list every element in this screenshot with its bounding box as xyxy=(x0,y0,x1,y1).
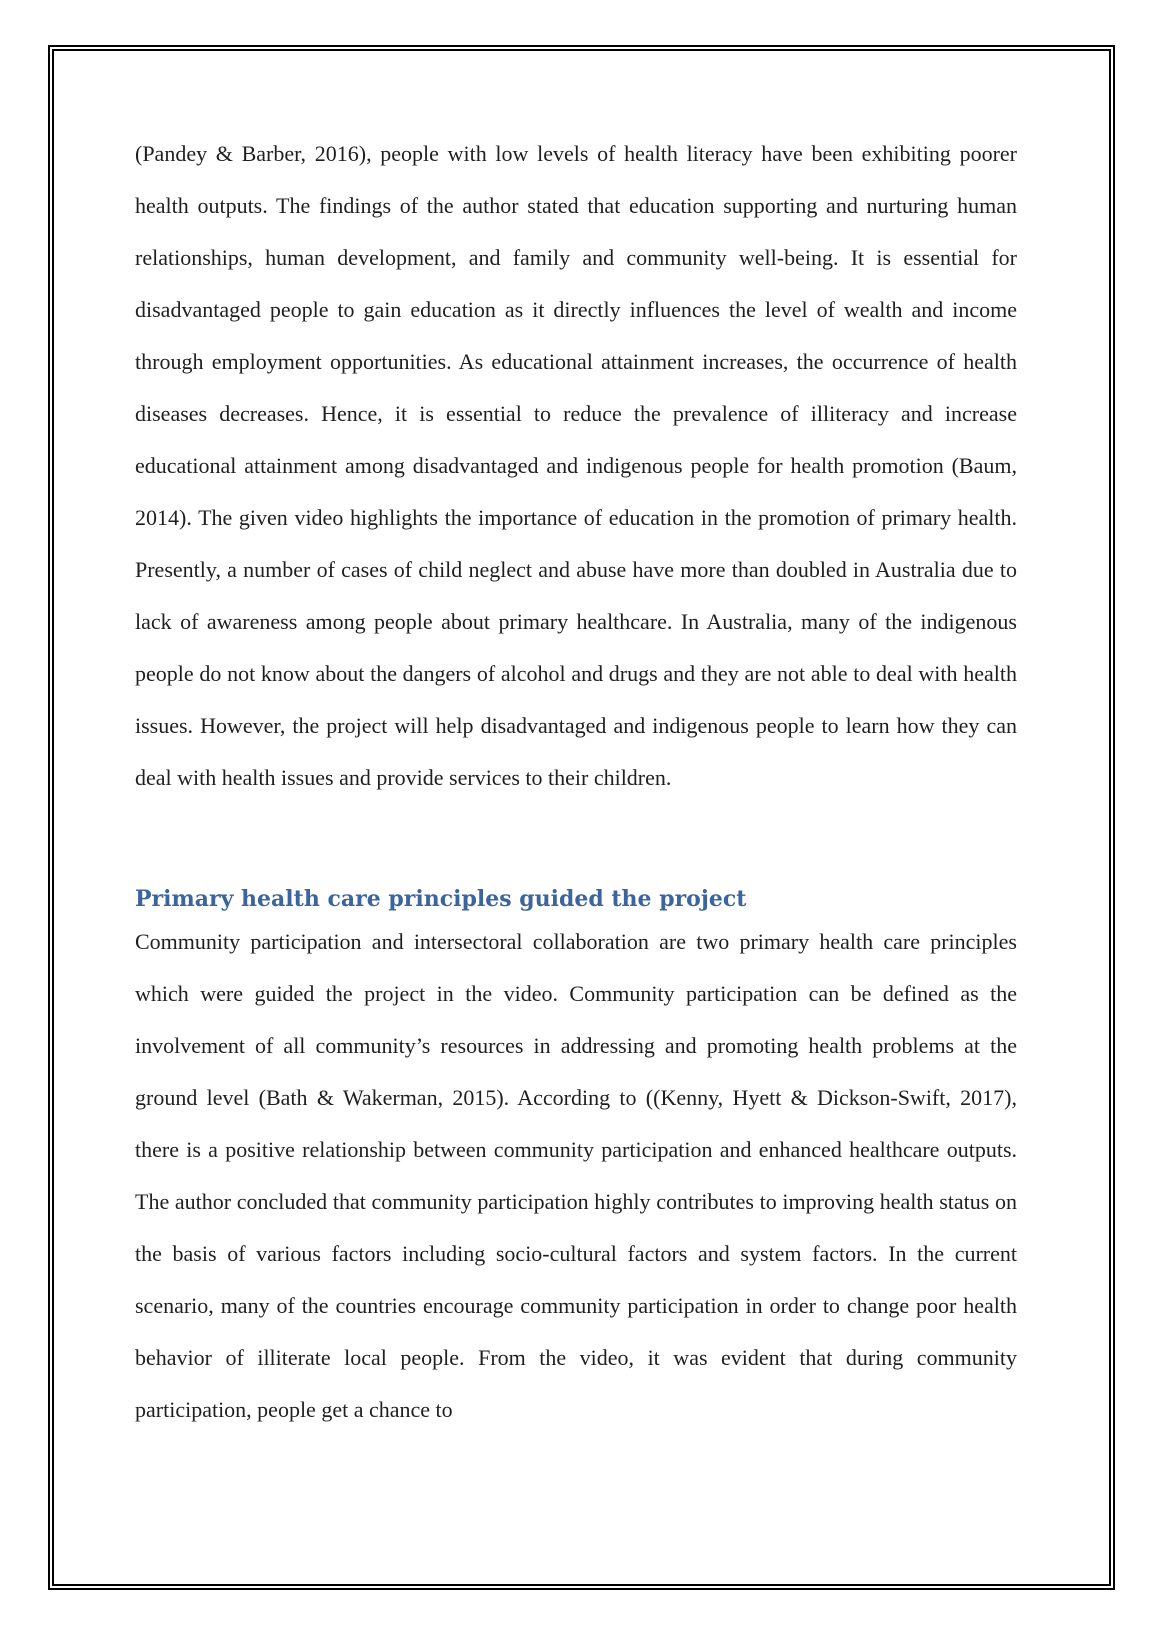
body-paragraph-2: Community participation and intersectoral collaboration are two primary health care principles which were guided the project in the video. Community participation can be defined as the involvement of all community’s resources in addressing and promoting health problems at the ground level (Bath & Wakerman, 2015). According to ((Kenny, Hyett & Dickson-Swift, 2017), there is a positive relationship between community participation and enhanced healthcare outputs. The author concluded that community participation highly contributes to improving health status on the basis of various factors including socio-cultural factors and system factors. In the current scenario, many of the countries encourage community participation in order to change poor health behavior of illiterate local people. From the video, it was evident that during community participation, people get a chance to xyxy=(135,929,1017,1422)
document-body xyxy=(135,0,1017,1436)
body-paragraph-1: (Pandey & Barber, 2016), people with low levels of health literacy have been exhibiting poorer health outputs. The findings of the author stated that education supporting and nurturing human relationships, human development, and family and community well-being. It is essential for disadvantaged people to gain education as it directly influences the level of wealth and income through employment opportunities. As educational attainment increases, the occurrence of health diseases decreases. Hence, it is essential to reduce the prevalence of illiteracy and increase educational attainment among disadvantaged and indigenous people for health promotion (Baum, 2014). The given video highlights the importance of education in the promotion of primary health. Presently, a number of cases of child neglect and abuse have more than doubled in Australia due to lack of awareness among people about primary healthcare. In Australia, many of the indigenous people do not know about the dangers of alcohol and drugs and they are not able to deal with health issues. However, the project will help disadvantaged and indigenous people to learn how they can deal with health issues and provide services to their children. xyxy=(135,141,1017,790)
section-heading: Primary health care principles guided the project xyxy=(135,886,747,912)
